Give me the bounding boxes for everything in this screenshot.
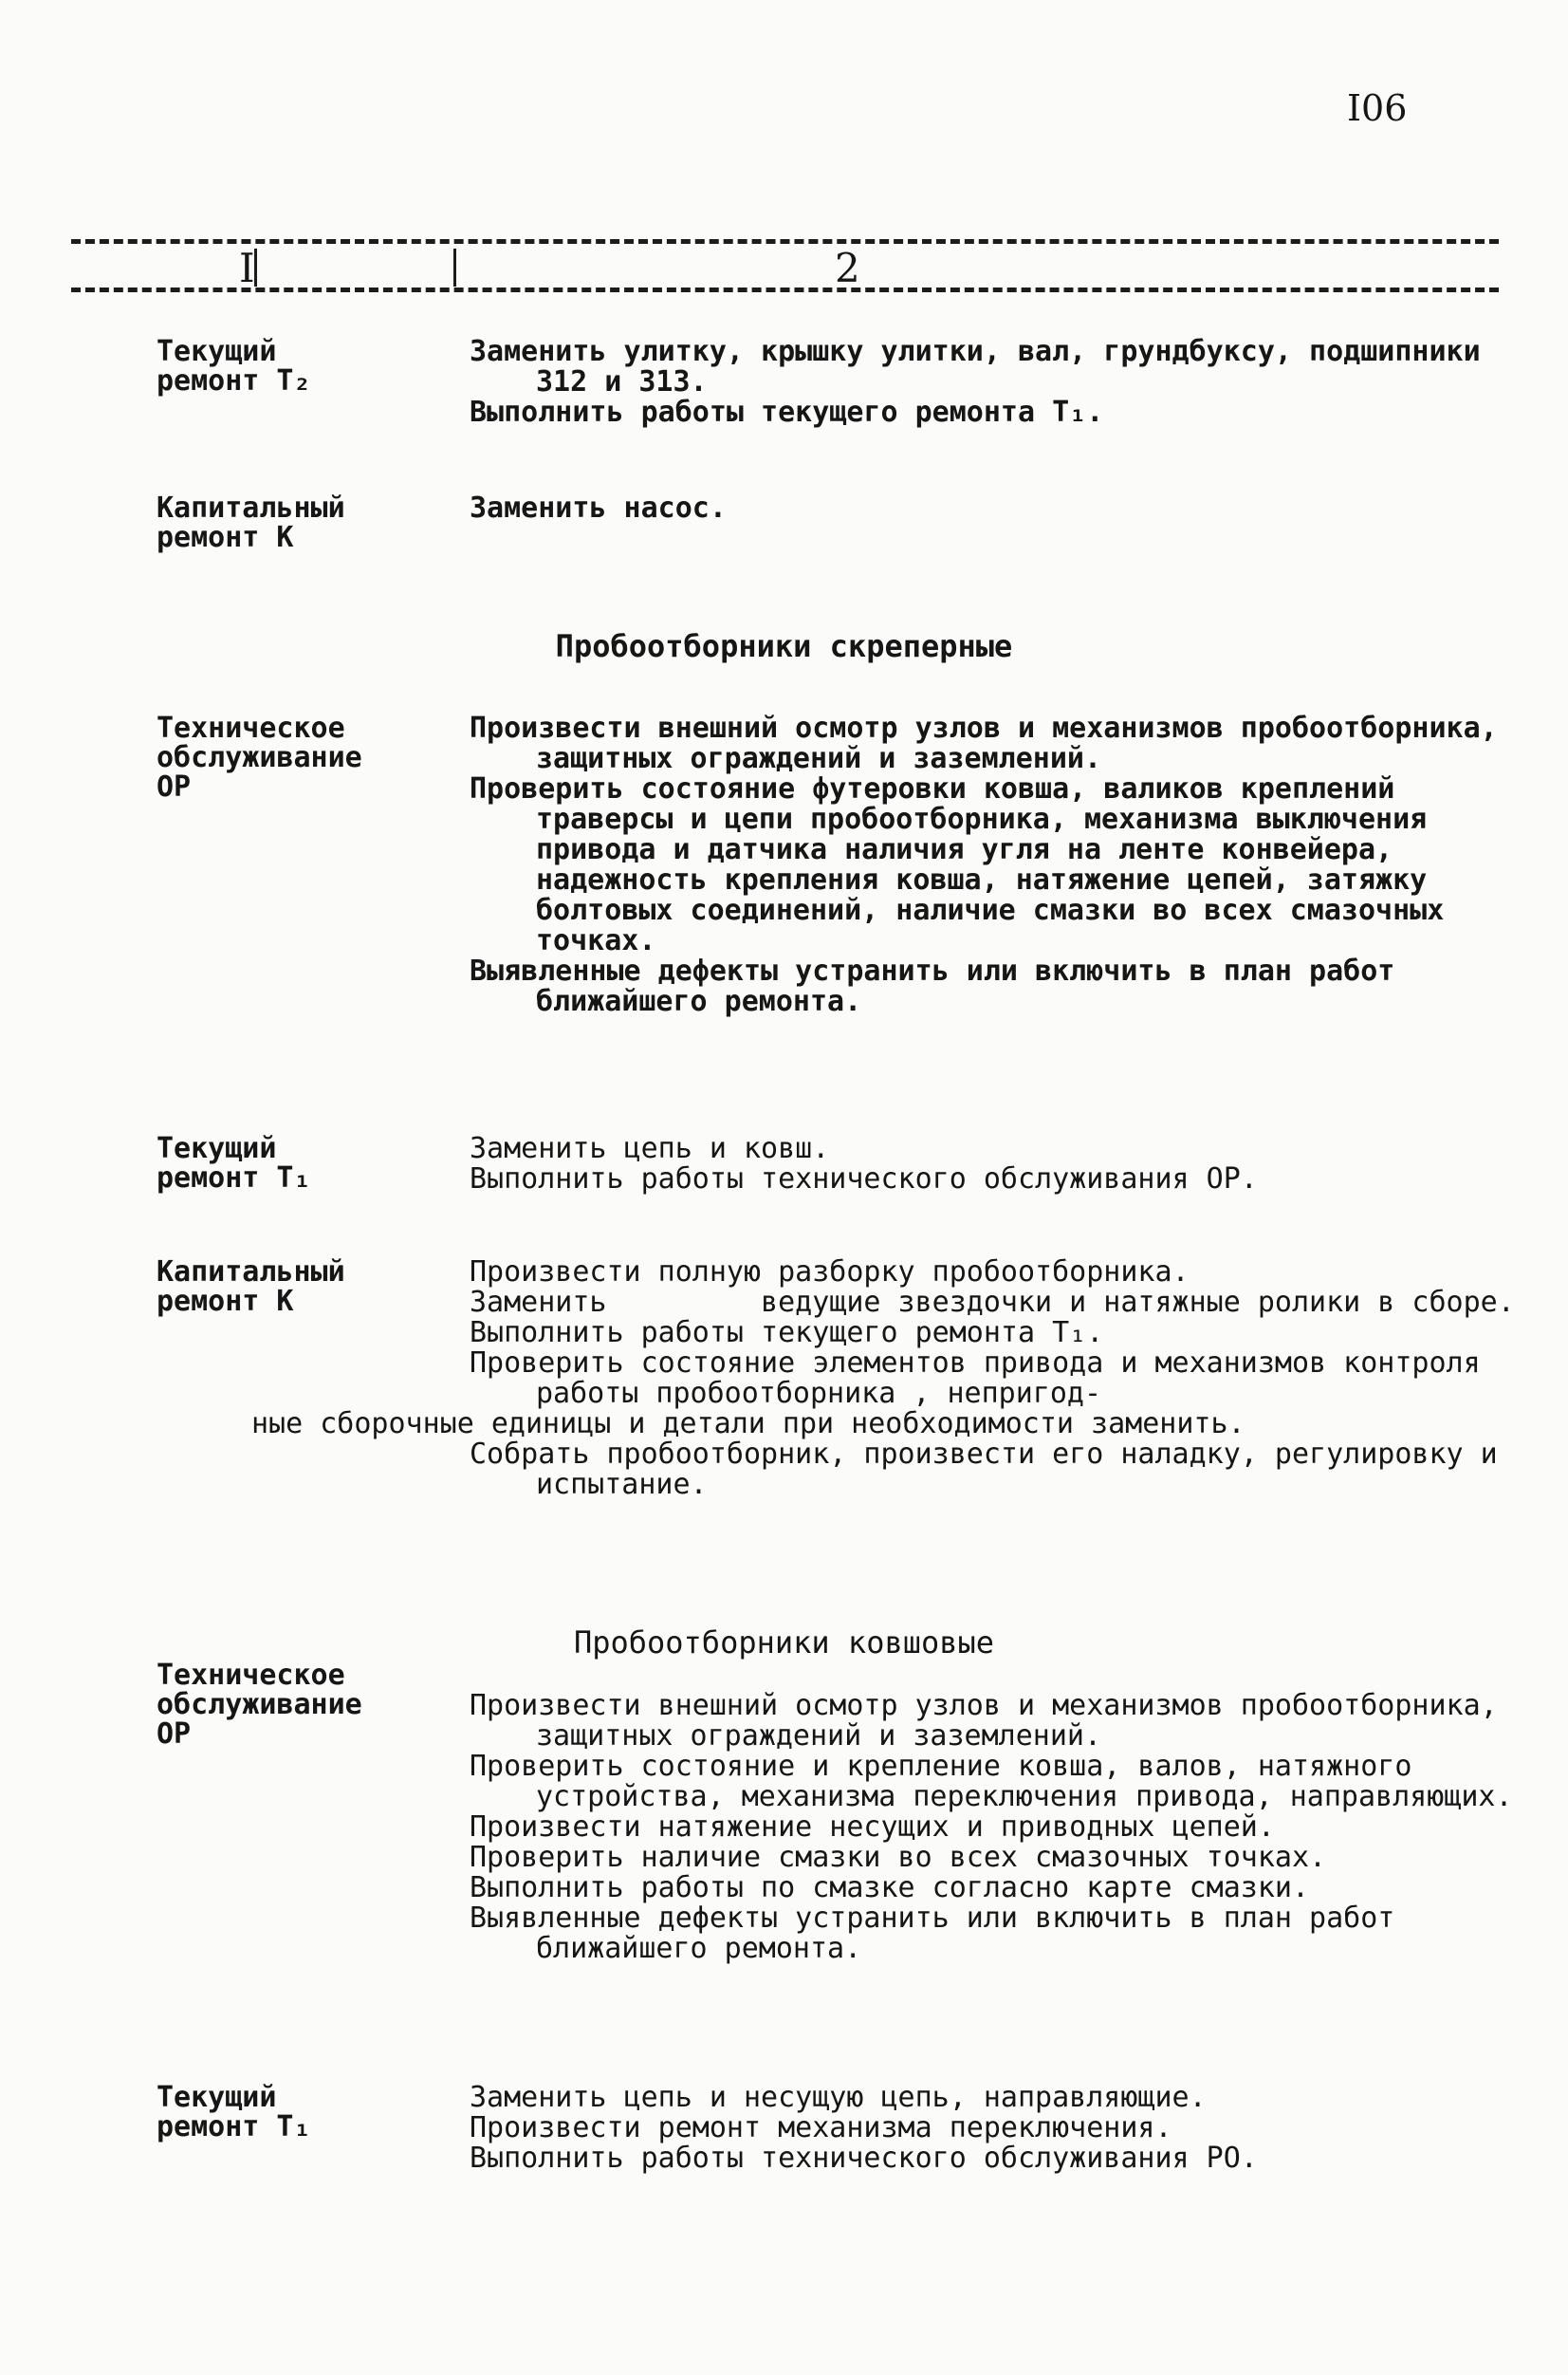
row-label: Текущий ремонт Т₁: [157, 2081, 311, 2143]
instruction-line: Произвести внешний осмотр узлов и механизмов пробоотборника, защитных ограждений и заземлений.: [470, 712, 1498, 775]
instruction-line: Произвести натяжение несущих и приводных цепей.: [470, 1810, 1275, 1844]
row-label: Текущий ремонт Т₂: [157, 335, 311, 398]
instruction-line: Проверить состояние и крепление ковша, валов, натяжного устройства, механизма переключения привода, направляющих.: [470, 1750, 1513, 1813]
instruction-line: ные сборочные единицы и детали при необходимости заменить.: [251, 1407, 1245, 1440]
instruction-line: Произвести полную разборку пробоотборника.: [470, 1255, 1190, 1289]
instruction-line: Заменить улитку, крышку улитки, вал, грундбуксу, подшипники 312 и 313.: [470, 335, 1481, 399]
instruction-line: Заменить ведущие звездочки и натяжные ролики в сборе.: [470, 1286, 1515, 1319]
row-text: [470, 1691, 1522, 1964]
row-label: Техническое обслуживание ОР: [157, 1659, 362, 1751]
instruction-line: Проверить наличие смазки во всех смазочных точках.: [470, 1841, 1327, 1874]
instruction-line: Произвести ремонт механизма переключения.: [470, 2111, 1172, 2144]
header-col-1: I: [239, 245, 255, 291]
page-number: I06: [1347, 87, 1408, 129]
row-label: Капитальный ремонт К: [157, 492, 345, 554]
section-title: Пробоотборники ковшовые: [573, 1624, 995, 1661]
instruction-line: Выявленные дефекты устранить или включить в план работ ближайшего ремонта.: [470, 1902, 1395, 1965]
instruction-line: Проверить состояние футеровки ковша, валиков креплений траверсы и цепи пробоотборника, механизма выключения привода и датчика наличия угля на ленте конвейера, надежность крепления ковша, натяжение цепей, затяжку болтовых соединений, наличие смазки во всех смазочных точках.: [470, 772, 1445, 957]
instruction-line: Выполнить работы по смазке согласно карте смазки.: [470, 1871, 1310, 1904]
row-label: Капитальный ремонт К: [157, 1255, 345, 1318]
row-label: Техническое обслуживание ОР: [157, 712, 362, 804]
instruction-line: Произвести внешний осмотр узлов и механизмов пробоотборника, защитных ограждений и заземлений.: [470, 1689, 1498, 1753]
instruction-line: Выполнить работы текущего ремонта Т₁.: [470, 1316, 1104, 1349]
row-text: [470, 714, 1522, 1017]
instruction-line: Выполнить работы текущего ремонта Т₁.: [470, 396, 1104, 429]
instruction-line: Проверить состояние элементов привода и механизмов контроля работы пробоотборника , непригод-: [470, 1346, 1481, 1410]
instruction-line: Выявленные дефекты устранить или включить в план работ ближайшего ремонта.: [470, 955, 1395, 1018]
row-text: [470, 493, 1522, 524]
header-rule-top: [71, 239, 1499, 244]
instruction-line: Выполнить работы технического обслуживания РО.: [470, 2142, 1258, 2175]
instruction-line: Заменить цепь и несущую цепь, направляющие.: [470, 2081, 1207, 2114]
row-text: [470, 1134, 1522, 1195]
row-text: [470, 337, 1522, 428]
header-col-2: 2: [835, 245, 860, 291]
section-title: Пробоотборники скреперные: [555, 628, 1013, 664]
instruction-line: Собрать пробоотборник, произвести его наладку, регулировку и испытание.: [470, 1438, 1498, 1501]
row-text: [470, 2083, 1522, 2174]
instruction-line: Выполнить работы технического обслуживания ОР.: [470, 1162, 1258, 1196]
column-divider: [453, 249, 456, 287]
header-rule-bottom: [71, 288, 1499, 292]
instruction-line: Заменить цепь и ковш.: [470, 1132, 830, 1165]
row-label: Текущий ремонт Т₁: [157, 1132, 311, 1195]
instruction-line: Заменить насос.: [470, 492, 727, 525]
